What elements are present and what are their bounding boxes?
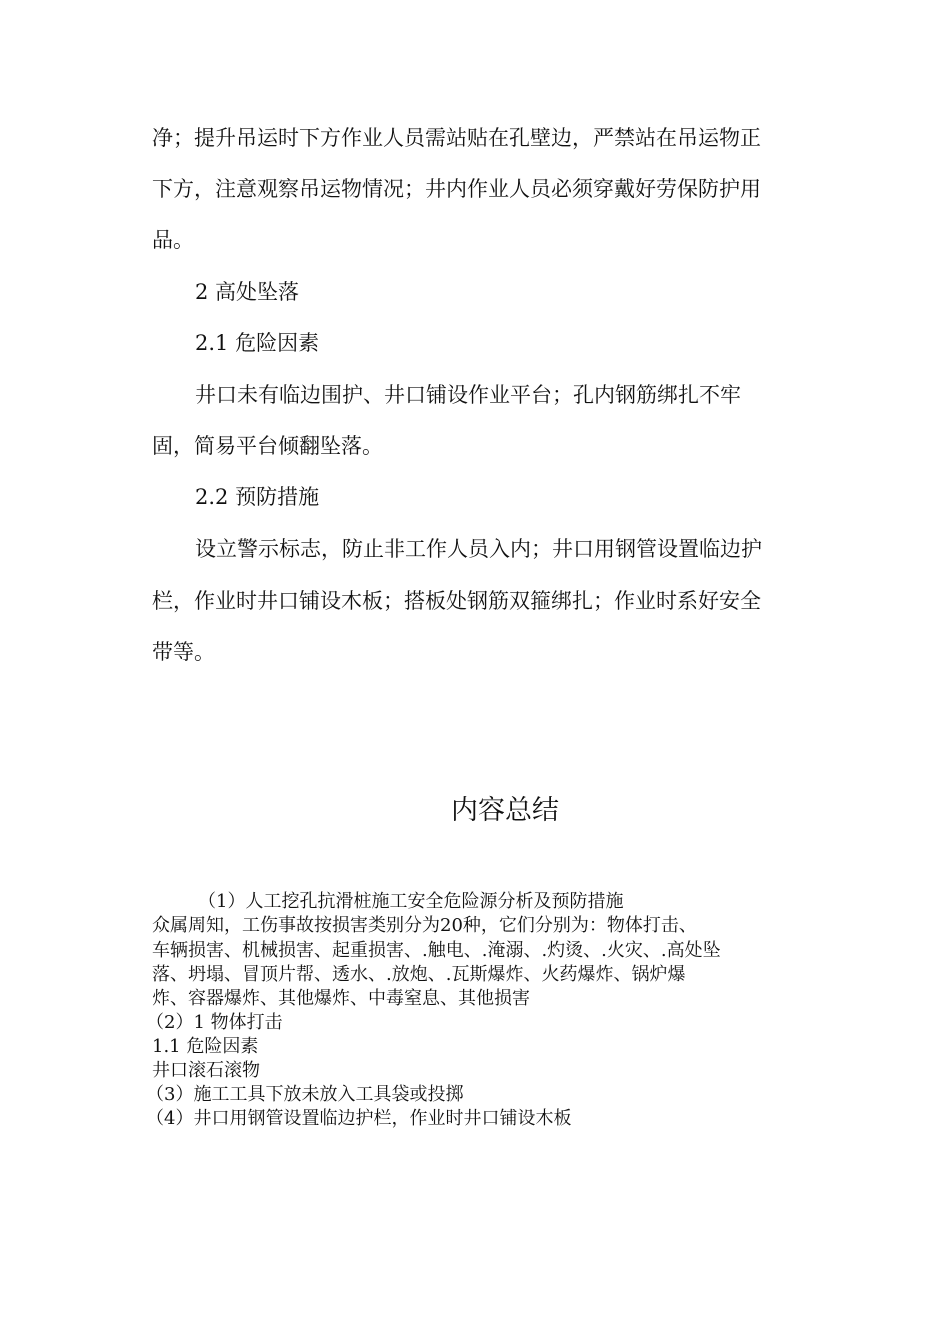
paragraph-line: 净；提升吊运时下方作业人员需站贴在孔壁边，严禁站在吊运物正 <box>152 126 761 150</box>
summary-line: 众属周知，工伤事故按损害类别分为20种，它们分别为：物体打击、 <box>152 915 697 936</box>
paragraph-line: 带等。 <box>152 640 215 664</box>
summary-line: （2）1 物体打击 <box>146 1012 283 1033</box>
summary-line: 炸、容器爆炸、其他爆炸、中毒窒息、其他损害 <box>152 988 530 1009</box>
summary-line: （4）井口用钢管设置临边护栏，作业时井口铺设木板 <box>146 1108 572 1129</box>
summary-line: （3）施工工具下放未放入工具袋或投掷 <box>146 1084 464 1105</box>
paragraph-line: 井口未有临边围护、井口铺设作业平台；孔内钢筋绑扎不牢 <box>195 383 741 407</box>
paragraph-line: 设立警示标志，防止非工作人员入内；井口用钢管设置临边护 <box>195 537 762 561</box>
paragraph-line: 下方，注意观察吊运物情况；井内作业人员必须穿戴好劳保防护用 <box>152 177 761 201</box>
summary-title: 内容总结 <box>451 795 559 826</box>
paragraph-line: 品。 <box>152 228 194 252</box>
summary-line: 1.1 危险因素 <box>152 1036 259 1057</box>
summary-line: 落、坍塌、冒顶片帮、透水、.放炮、.瓦斯爆炸、火药爆炸、锅炉爆 <box>152 964 686 985</box>
subsection-heading: 2.2 预防措施 <box>195 485 320 509</box>
summary-line: （1）人工挖孔抗滑桩施工安全危险源分析及预防措施 <box>198 891 624 912</box>
paragraph-line: 栏，作业时井口铺设木板；搭板处钢筋双箍绑扎；作业时系好安全 <box>152 589 761 613</box>
summary-line: 井口滚石滚物 <box>152 1060 260 1081</box>
subsection-heading: 2.1 危险因素 <box>195 331 320 355</box>
paragraph-line: 固，简易平台倾翻坠落。 <box>152 434 383 458</box>
section-heading: 2 高处坠落 <box>195 280 300 304</box>
summary-line: 车辆损害、机械损害、起重损害、.触电、.淹溺、.灼烫、.火灾、.高处坠 <box>152 940 721 961</box>
